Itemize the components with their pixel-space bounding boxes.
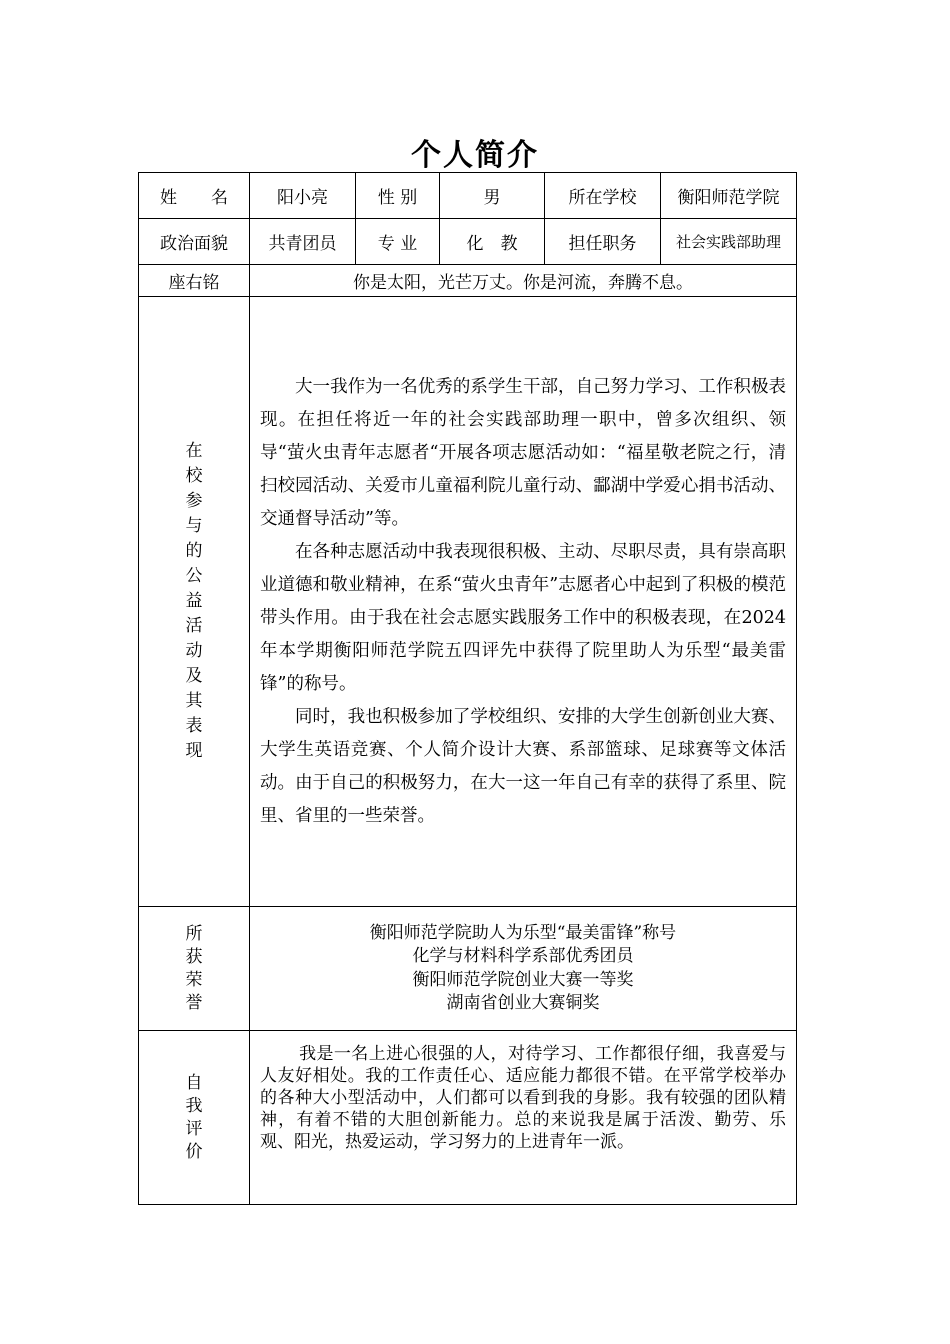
table-row [139,265,797,297]
gender-value: 男 [440,173,545,219]
activities-content [250,297,797,907]
honor-item: 衡阳师范学院创业大赛一等奖 [412,969,634,990]
position-label: 担任职务 [545,219,661,265]
honor-item: 湖南省创业大赛铜奖 [446,993,600,1013]
table-row [139,219,797,265]
self-eval-text: 我是一名上进心很强的人，对待学习、工作都很仔细，我喜爱与人友好相处。我的工作责任心、适应能力都很不错。在平常学校举办的各种大小型活动中，人们都可以看到我的身影。我有较强的团队精神，有着不错的大胆创新能力。总的来说我是属于活泼、勤劳、乐观、阳光，热爱运动，学习努力的上进青年一派。 [260,1044,786,1152]
activities-paragraph: 大一我作为一名优秀的系学生干部，自己努力学习、工作积极表现。在担任将近一年的社会实践部助理一职中，曾多次组织、领导“萤火虫青年志愿者“开展各项志愿活动如：“福星敬老院之行，清扫校园活动、关爱市儿童福利院儿童行动、酃湖中学爱心捐书活动、交通督导活动”等。 [260,376,786,529]
honors-list [250,907,797,1031]
major-label: 专 业 [356,219,440,265]
honor-item: 化学与材料科学系部优秀团员 [412,946,634,966]
school-value: 衡阳师范学院 [661,173,797,219]
political-status-value: 共青团员 [250,219,356,265]
gender-label: 性 别 [356,173,440,219]
self-eval-label: 自 我 评 价 [139,1031,250,1205]
motto-label: 座右铭 [139,265,250,297]
activities-paragraph: 在各种志愿活动中我表现很积极、主动、尽职尽责，具有崇高职业道德和敬业精神，在系“萤火虫青年”志愿者心中起到了积极的模范带头作用。由于我在社会志愿实践服务工作中的积极表现，在2024年本学期衡阳师范学院五四评先中获得了院里助人为乐型“最美雷锋”的称号。 [260,541,786,694]
table-row [139,1031,797,1205]
political-status-label: 政治面貌 [139,219,250,265]
name-value: 阳小亮 [250,173,356,219]
page-title: 个人简介 [411,138,539,173]
table-row [139,173,797,219]
school-label: 所在学校 [545,173,661,219]
table-row [139,907,797,1031]
activities-paragraph: 同时，我也积极参加了学校组织、安排的大学生创新创业大赛、大学生英语竞赛、个人简介设计大赛、系部篮球、足球赛等文体活动。由于自己的积极努力，在大一这一年自己有幸的获得了系里、院里、省里的一些荣誉。 [260,706,786,826]
self-eval-content [250,1031,797,1205]
motto-value: 你是太阳，光芒万丈。你是河流，奔腾不息。 [250,265,797,297]
major-value: 化 教 [440,219,545,265]
honor-item: 衡阳师范学院助人为乐型“最美雷锋”称号 [369,922,677,943]
position-value: 社会实践部助理 [661,219,797,265]
name-label: 姓 名 [139,173,250,219]
resume-table [138,172,797,1205]
table-row [139,297,797,907]
activities-label: 在 校 参 与 的 公 益 活 动 及 其 表 现 [139,297,250,907]
honors-label: 所 获 荣 誉 [139,907,250,1031]
